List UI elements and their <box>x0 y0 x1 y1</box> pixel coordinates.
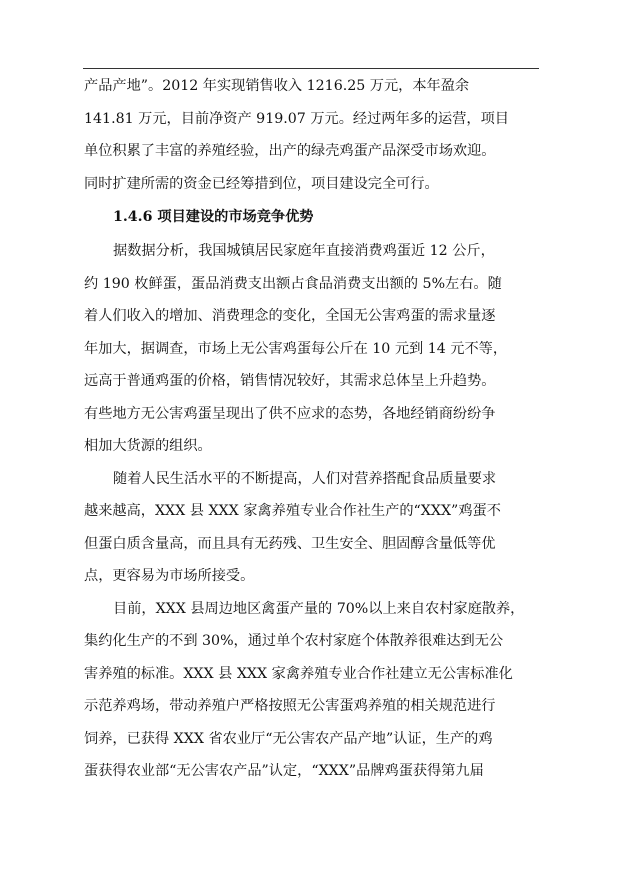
document-body <box>84 70 539 788</box>
text-line: 示范养鸡场，带动养殖户严格按照无公害蛋鸡养殖的相关规范进行 <box>84 698 496 714</box>
continuation-paragraph <box>84 70 539 200</box>
text-line: 点，更容易为市场所接受。 <box>84 568 255 584</box>
paragraph-current-situation <box>84 593 539 788</box>
text-line: 有些地方无公害鸡蛋呈现出了供不应求的态势，各地经销商纷纷争 <box>84 405 496 422</box>
text-line: 饲养，已获得 XXX 省农业厅“无公害农产品产地”认证，生产的鸡 <box>84 730 493 747</box>
text-line: 集约化生产的不到 30%，通过单个农村家庭个体散养很难达到无公 <box>84 633 504 649</box>
text-line: 单位积累了丰富的养殖经验，出产的绿壳鸡蛋产品深受市场欢迎。 <box>84 143 496 159</box>
text-line: 约 190 枚鲜蛋，蛋品消费支出额占食品消费支出额的 5%左右。随 <box>84 275 502 292</box>
text-line: 但蛋白质含量高，而且具有无药残、卫生安全、胆固醇含量低等优 <box>84 535 496 552</box>
text-line: 着人们收入的增加、消费理念的变化，全国无公害鸡蛋的需求量逐 <box>84 308 496 324</box>
paragraph-quality <box>84 463 539 593</box>
text-line: 产品产地”。2012 年实现销售收入 1216.25 万元，本年盈余 <box>84 78 470 94</box>
text-line: 同时扩建所需的资金已经筹措到位，项目建设完全可行。 <box>84 175 439 192</box>
text-line: 害养殖的标准。XXX 县 XXX 家禽养殖专业合作社建立无公害标准化 <box>84 665 513 682</box>
text-line: 年加大，据调查，市场上无公害鸡蛋每公斤在 10 元到 14 元不等， <box>84 340 508 357</box>
paragraph-market-analysis <box>84 235 539 463</box>
section-heading: 1.4.6 项目建设的市场竞争优势 <box>113 209 314 225</box>
text-line: 蛋获得农业部“无公害农产品”认定，“XXX”品牌鸡蛋获得第九届 <box>84 763 484 779</box>
text-line: 随着人民生活水平的不断提高，人们对营养搭配食品质量要求 <box>113 470 497 487</box>
text-line: 相加大货源的组织。 <box>84 438 212 454</box>
header-rule <box>83 68 539 69</box>
text-line: 越来越高，XXX 县 XXX 家禽养殖专业合作社生产的“XXX”鸡蛋不 <box>84 503 501 519</box>
text-line: 目前，XXX 县周边地区禽蛋产量的 70%以上来自农村家庭散养， <box>113 600 525 617</box>
text-line: 远高于普通鸡蛋的价格，销售情况较好，其需求总体呈上升趋势。 <box>84 373 496 389</box>
text-line: 141.81 万元，目前净资产 919.07 万元。经过两年多的运营，项目 <box>84 110 509 127</box>
text-line: 据数据分析，我国城镇居民家庭年直接消费鸡蛋近 12 公斤， <box>113 243 495 259</box>
